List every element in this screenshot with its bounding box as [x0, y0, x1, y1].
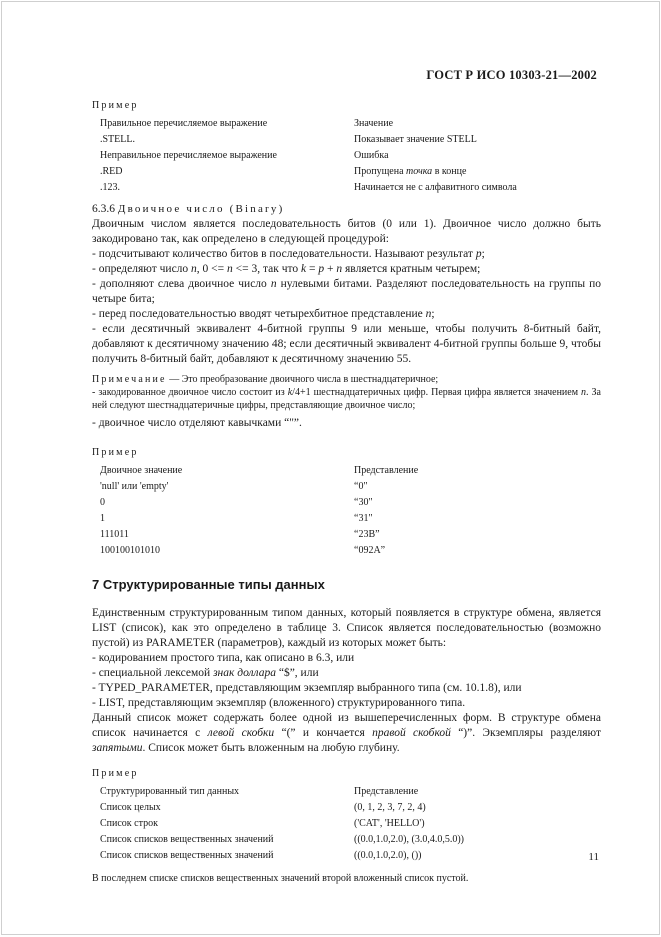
table-cell-key: Список строк	[100, 818, 158, 829]
table-cell-key: .123.	[100, 182, 120, 193]
table-row	[92, 800, 601, 816]
table-row	[92, 116, 601, 132]
table-cell-key: 100100101010	[100, 545, 160, 556]
table-row	[92, 832, 601, 848]
table-row	[92, 148, 601, 164]
final-note: В последнем списке списков вещественных значений второй вложенный список пустой.	[92, 873, 469, 884]
table-cell-key: 111011	[100, 529, 129, 540]
table-cell-value: “31"	[354, 513, 373, 524]
list-item: - специальной лексемой знак доллара “$”, или	[92, 667, 319, 679]
example-table-3	[92, 784, 601, 864]
table-row	[92, 180, 601, 196]
page-content	[92, 98, 601, 885]
table-cell-value: Пропущена точка в конце	[354, 166, 467, 177]
note-block	[92, 373, 601, 386]
section-title: Двоичное число (Binary)	[117, 203, 285, 215]
table-cell-value: Показывает значение STELL	[354, 134, 477, 145]
table-cell-value: “23B”	[354, 529, 380, 540]
table-row	[92, 543, 601, 559]
table-row	[92, 527, 601, 543]
table-cell-value: Значение	[354, 118, 394, 129]
example-label: Пример	[92, 100, 139, 111]
table-row	[92, 511, 601, 527]
table-row	[92, 816, 601, 832]
table-cell-key: .RED	[100, 166, 123, 177]
table-row	[92, 132, 601, 148]
table-row	[92, 164, 601, 180]
table-cell-value: ((0.0,1.0,2.0), ())	[354, 850, 422, 861]
table-cell-value: “0"	[354, 481, 368, 492]
table-cell-key: Список целых	[100, 802, 161, 813]
table-cell-value: Ошибка	[354, 150, 389, 161]
table-cell-value: Начинается не с алфавитного символа	[354, 182, 517, 193]
table-cell-key: 'null' или 'empty'	[100, 481, 169, 492]
note-line-2: - закодированное двоичное число состоит из k/4+1 шестнадцатеричных цифр. Первая цифра является значением n. За ней следуют шестнадцатеричные цифры, представляющие двоичное число;	[92, 387, 601, 411]
table-cell-value: ((0.0,1.0,2.0), (3.0,4.0,5.0))	[354, 834, 464, 845]
list-item: - подсчитывают количество битов в последовательности. Называют результат p;	[92, 248, 485, 260]
table-cell-key: Список списков вещественных значений	[100, 850, 274, 861]
table-cell-value: ('CAT', 'HELLO')	[354, 818, 425, 829]
list-item: - LIST, представляющим экземпляр (вложенного) структурированного типа.	[92, 697, 466, 709]
section-7-para-2: Данный список может содержать более одной из вышеперечисленных форм. В структуре обмена список начинается с левой скобки “(” и кончается правой скобкой “)”. Экземпляры разделяют запятыми. Список может быть вложенным на любую глубину.	[92, 712, 601, 754]
table-row	[92, 784, 601, 800]
page-number: 11	[588, 851, 599, 863]
table-cell-key: Структурированный тип данных	[100, 786, 240, 797]
table-cell-key: 0	[100, 497, 105, 508]
list-item: - дополняют слева двоичное число n нулевыми битами. Разделяют последовательность на группы по четыре бита;	[92, 278, 602, 305]
table-cell-key: Список списков вещественных значений	[100, 834, 274, 845]
table-cell-key: Правильное перечисляемое выражение	[100, 118, 268, 129]
table-row	[92, 848, 601, 864]
example-table-2	[92, 463, 601, 559]
final-item: - двоичное число отделяют кавычками “"”.	[92, 417, 302, 429]
table-row	[92, 463, 601, 479]
example-table-1	[92, 116, 601, 196]
table-cell-value: “30"	[354, 497, 373, 508]
section-7-heading: 7 Структурированные типы данных	[92, 577, 325, 592]
list-item: - кодированием простого типа, как описано в 6.3, или	[92, 652, 355, 664]
list-item: - определяют число n, 0 <= n <= 3, так что k = p + n является кратным четырем;	[92, 263, 481, 275]
table-row	[92, 495, 601, 511]
section-number: 6.3.6	[92, 203, 115, 215]
section-7-para-1: Единственным структурированным типом данных, который появляется в структуре обмена, является LIST (список), как это определено в таблице 3. Список является последовательностью (возможно пустой) из PARAMETER (параметров), каждый из которых может быть:	[92, 607, 601, 649]
table-cell-key: Неправильное перечисляемое выражение	[100, 150, 277, 161]
table-row	[92, 479, 601, 495]
note-label: Примечание	[92, 374, 167, 385]
section-6-3-6-heading	[92, 202, 601, 217]
table-cell-key: .STELL.	[100, 134, 135, 145]
table-cell-value: Представление	[354, 786, 419, 797]
section-intro: Двоичным числом является последовательность битов (0 или 1). Двоичное число должно быть закодировано так, как определено в следующей процедурой:	[92, 218, 601, 245]
table-cell-value: (0, 1, 2, 3, 7, 2, 4)	[354, 802, 426, 813]
section-7-items	[92, 651, 601, 711]
table-cell-value: “092A”	[354, 545, 386, 556]
table-cell-key: 1	[100, 513, 105, 524]
list-item: - перед последовательностью вводят четырехбитное представление n;	[92, 308, 435, 320]
example-label-3: Пример	[92, 768, 139, 779]
document-page	[1, 1, 660, 935]
page-header: ГОСТ Р ИСО 10303-21—2002	[426, 68, 597, 82]
section-items	[92, 247, 601, 367]
note-text: — Это преобразование двоичного числа в шестнадцатеричное;	[166, 374, 439, 385]
table-cell-value: Представление	[354, 465, 419, 476]
example-label-2: Пример	[92, 447, 139, 458]
list-item: - TYPED_PARAMETER, представляющим экземпляр выбранного типа (см. 10.1.8), или	[92, 682, 522, 694]
list-item: - если десятичный эквивалент 4-битной группы 9 или меньше, чтобы получить 8-битный байт, добавляют к десятичному значению 48; если десятичный эквивалент 4-битной группы больше 9, чтобы получить 8-битный байт, добавляют к десятичному значению 55.	[92, 323, 601, 365]
table-cell-key: Двоичное значение	[100, 465, 183, 476]
